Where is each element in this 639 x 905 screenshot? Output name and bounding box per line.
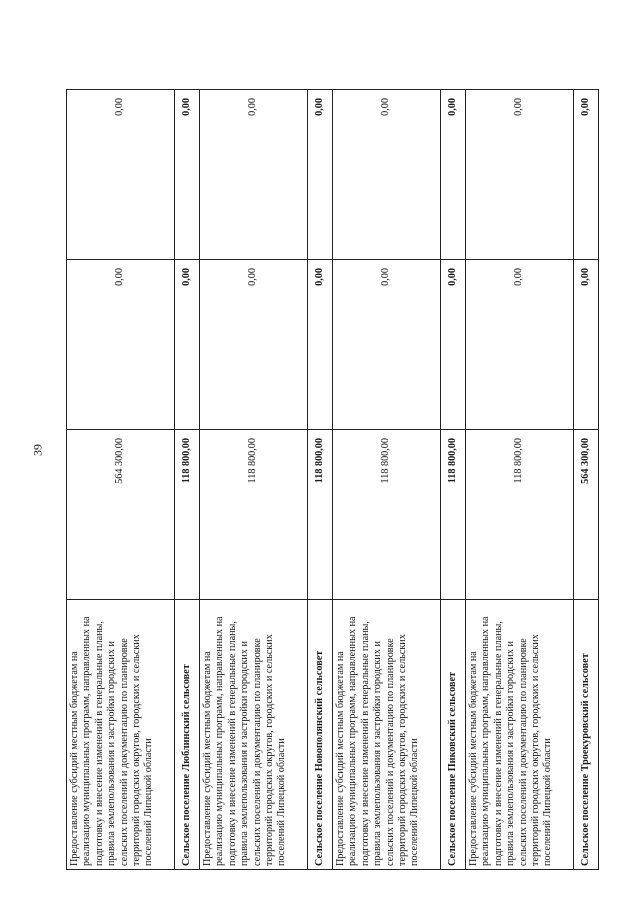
settlement-name: Сельское поселение Троекуровский сельсовет: [574, 600, 599, 870]
row-value-1: 564 300,00: [574, 430, 599, 600]
row-value-1: 564 300,00: [67, 430, 175, 600]
row-description: Предоставление субсидий местным бюджетам на реализацию муниципальных программ, направленных на подготовку и внесение изменений в генеральные планы, правила землепользования и застройки городских и сельских поселений и документацию по планировке территорий городских округов, городских и сельских поселений Липецкой области: [466, 600, 574, 870]
settlement-name: Сельское поселение Люблинский сельсовет: [175, 600, 200, 870]
row-value-1: 118 800,00: [200, 430, 308, 600]
table-row: [175, 90, 200, 870]
budget-table: [66, 89, 599, 870]
row-value-2: 0,00: [574, 260, 599, 430]
table-row: [333, 90, 441, 870]
row-value-2: 0,00: [175, 260, 200, 430]
row-value-3: 0,00: [466, 90, 574, 260]
row-value-2: 0,00: [67, 260, 175, 430]
table-row: [466, 90, 574, 870]
row-value-3: 0,00: [308, 90, 333, 260]
row-value-1: 118 800,00: [466, 430, 574, 600]
row-value-3: 0,00: [175, 90, 200, 260]
page-number: 39: [30, 444, 45, 456]
budget-table-rotated: [66, 90, 591, 870]
settlement-name: Сельское поселение Новополянский сельсовет: [308, 600, 333, 870]
row-value-2: 0,00: [441, 260, 466, 430]
row-value-3: 0,00: [333, 90, 441, 260]
row-value-2: 0,00: [308, 260, 333, 430]
table-row: [574, 90, 599, 870]
row-value-1: 118 800,00: [308, 430, 333, 600]
table-row: [200, 90, 308, 870]
row-value-3: 0,00: [200, 90, 308, 260]
row-description: Предоставление субсидий местным бюджетам на реализацию муниципальных программ, направленных на подготовку и внесение изменений в генеральные планы, правила землепользования и застройки городских и сельских поселений и документацию по планировке территорий городских округов, городских и сельских поселений Липецкой области: [200, 600, 308, 870]
row-value-3: 0,00: [67, 90, 175, 260]
table-row: [308, 90, 333, 870]
table-row: [441, 90, 466, 870]
row-value-1: 118 800,00: [441, 430, 466, 600]
row-value-2: 0,00: [466, 260, 574, 430]
settlement-name: Сельское поселение Пиковский сельсовет: [441, 600, 466, 870]
row-value-1: 118 800,00: [175, 430, 200, 600]
row-description: Предоставление субсидий местным бюджетам на реализацию муниципальных программ, направленных на подготовку и внесение изменений в генеральные планы, правила землепользования и застройки городских и сельских поселений и документацию по планировке территорий городских округов, городских и сельских поселений Липецкой области: [67, 600, 175, 870]
row-value-2: 0,00: [200, 260, 308, 430]
row-value-2: 0,00: [333, 260, 441, 430]
row-description: Предоставление субсидий местным бюджетам на реализацию муниципальных программ, направленных на подготовку и внесение изменений в генеральные планы, правила землепользования и застройки городских и сельских поселений и документацию по планировке территорий городских округов, городских и сельских поселений Липецкой области: [333, 600, 441, 870]
row-value-3: 0,00: [441, 90, 466, 260]
row-value-3: 0,00: [574, 90, 599, 260]
table-row: [67, 90, 175, 870]
row-value-1: 118 800,00: [333, 430, 441, 600]
